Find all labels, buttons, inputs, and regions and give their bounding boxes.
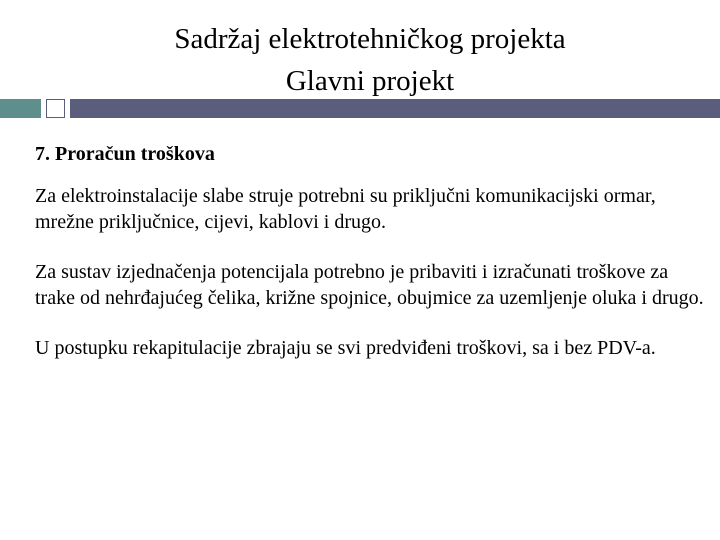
paragraph-recapitulation: U postupku rekapitulacije zbrajaju se svi predviđeni troškovi, sa i bez PDV-a.: [35, 337, 656, 359]
paragraph-low-voltage: Za elektroinstalacije slabe struje potrebni su priključni komunikacijski ormar, mrežne priključnice, cijevi, kablovi i drugo.: [35, 185, 656, 233]
slide-content: [35, 141, 705, 385]
decorative-bar-square: [46, 99, 65, 118]
decorative-bar-right: [70, 99, 720, 118]
slide-title-line-2: Glavni projekt: [285, 65, 455, 97]
paragraph-equipotential: Za sustav izjednačenja potencijala potrebno je pribaviti i izračunati troškove za trake od nehrđajućeg čelika, križne spojnice, obujmice za uzemljenje oluka i drugo.: [35, 261, 704, 309]
section-title: 7. Proračun troškova: [35, 143, 215, 165]
decorative-bar-left: [0, 99, 41, 118]
slide-title-line-1: Sadržaj elektrotehničkog projekta: [174, 23, 566, 55]
slide-title: [0, 18, 720, 102]
